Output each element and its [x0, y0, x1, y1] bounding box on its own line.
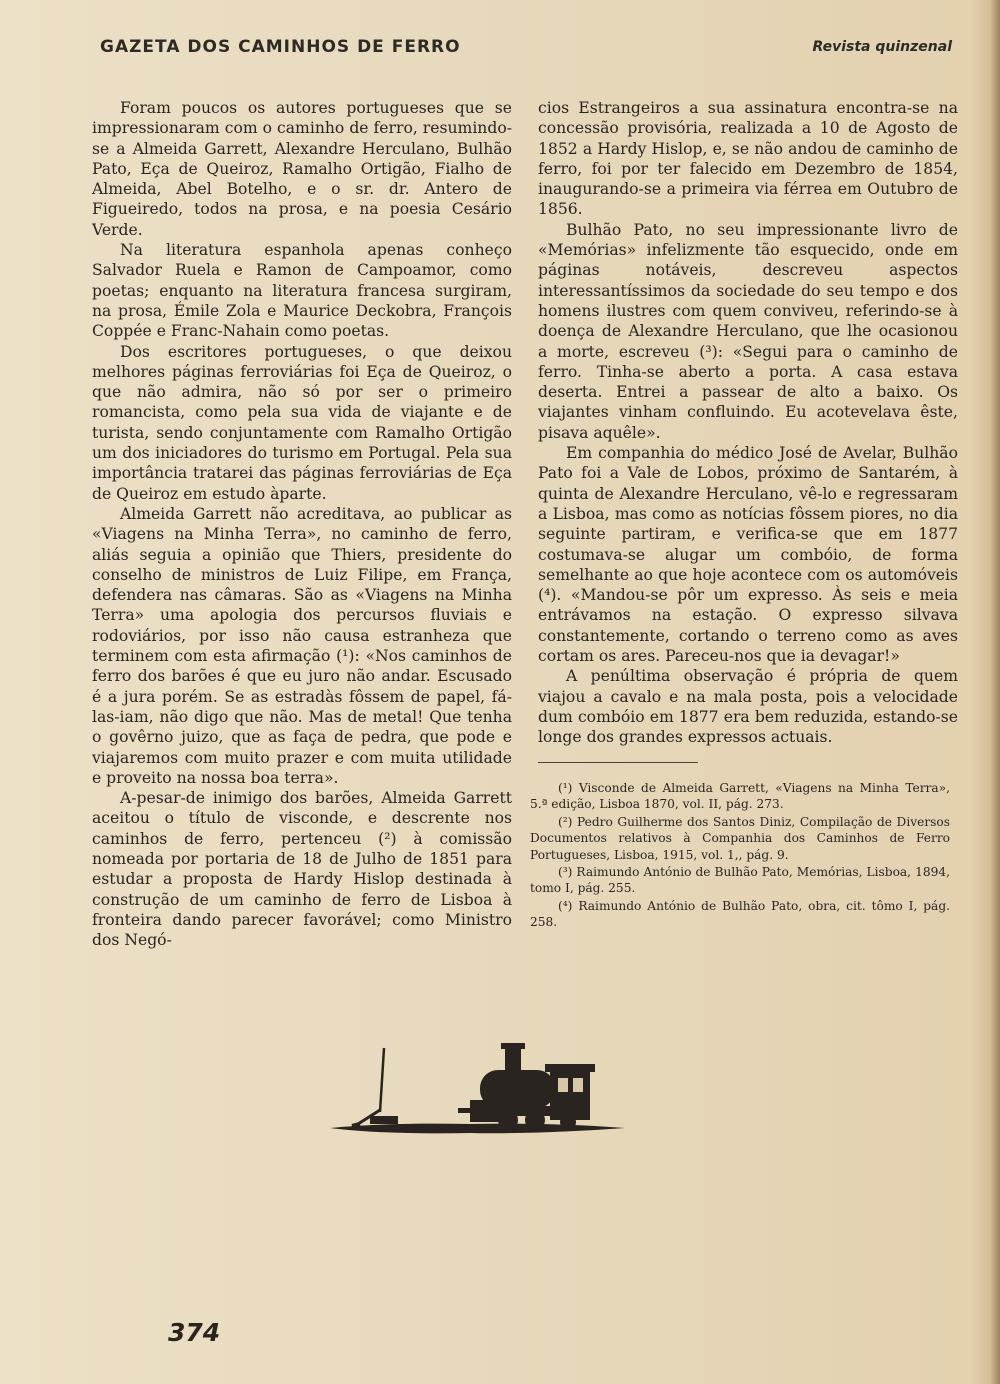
page-edge-shadow	[990, 0, 1000, 1384]
page-number: 374	[168, 1318, 221, 1347]
left-column	[92, 98, 512, 950]
paragraph: Em companhia do médico José de Avelar, Bulhão Pato foi a Vale de Lobos, próximo de Santarém, à quinta de Alexandre Herculano, vê-lo e regressaram a Lisboa, mas como as notícias fôssem piores, no dia seguinte partiram, e verifica-se que em 1877 costumava-se alugar um combóio, de forma semelhante ao que hoje acontece com os automóveis (⁴). «Mandou-se pôr um expresso. Às seis e meia entrávamos na estação. O expresso silvava constantemente, cortando o terreno como as aves cortam os ares. Pareceu-nos que ia devagar!»	[538, 444, 958, 666]
footnotes	[530, 780, 950, 932]
journal-subtitle: Revista quinzenal	[812, 39, 952, 55]
signal-lever-icon	[352, 1048, 398, 1126]
locomotive-illustration	[330, 1040, 630, 1140]
footnote-separator	[538, 762, 698, 763]
paragraph: A-pesar-de inimigo dos barões, Almeida Garrett aceitou o título de visconde, e descrente nos caminhos de ferro, pertenceu (²) à comissão nomeada por portaria de 18 de Julho de 1851 para estudar a proposta de Hardy Hislop destinada à construção de um caminho de ferro de Lisboa à fronteira dando parecer favorável; como Ministro dos Negó-	[92, 789, 512, 950]
paragraph-continued: cios Estrangeiros a sua assinatura encontra-se na concessão provisória, realizada a 10 de Agosto de 1852 a Hardy Hislop, e, se não andou de caminho de ferro, foi por ter falecido em Dezembro de 1854, inaugurando-se a primeira via férrea em Outubro de 1856.	[538, 99, 958, 219]
paragraph: Bulhão Pato, no seu impressionante livro de «Memórias» infelizmente tão esquecido, onde em páginas notáveis, descreveu aspectos interessantíssimos da sociedade do seu tempo e dos homens ilustres com quem conviveu, referindo-se à doença de Alexandre Herculano, que lhe ocasionou a morte, escreveu (³): «Segui para o caminho de ferro. Tinha-se aberto a porta. A casa estava deserta. Entrei a passear de alto a baixo. Os viajantes vinham confluindo. Eu acotevelava êste, pisava aquêle».	[538, 220, 958, 442]
paragraph: Foram poucos os autores portugueses que se impressionaram com o caminho de ferro, resumindo-se a Almeida Garrett, Alexandre Herculano, Bulhão Pato, Eça de Queiroz, Ramalho Ortigão, Fialho de Almeida, Abel Botelho, e o sr. dr. Antero de Figueiredo, todos na prosa, e na poesia Cesário Verde.	[92, 99, 512, 239]
paragraph: Almeida Garrett não acreditava, ao publicar as «Viagens na Minha Terra», no caminho de ferro, aliás seguia a opinião que Thiers, presidente do conselho de ministros de Luiz Filipe, em França, defendera nas câmaras. São as «Viagens na Minha Terra» uma apologia dos percursos fluviais e rodoviários, por isso não causa estranheza que terminem com esta afirmação (¹): «Nos caminhos de ferro dos barões é que eu juro não andar. Escusado é a jura porém. Se as estradàs fôssem de papel, fá-las-iam, não digo que não. Mas de metal! Que tenha o govêrno juizo, que as faça de pedra, que pode e viajaremos com muito prazer e com muita utilidade e proveito na nossa boa terra».	[92, 504, 512, 787]
footnote: (¹) Visconde de Almeida Garrett, «Viagens na Minha Terra», 5.ª edição, Lisboa 1870, vol. II, pág. 273.	[530, 781, 950, 812]
right-column	[538, 98, 958, 748]
locomotive-icon	[458, 1043, 595, 1130]
running-header	[100, 37, 952, 65]
paragraph: Na literatura espanhola apenas conheço Salvador Ruela e Ramon de Campoamor, como poetas; enquanto na literatura francesa surgiram, na prosa, Émile Zola e Maurice Deckobra, François Coppée e Franc-Nahain como poetas.	[92, 241, 512, 341]
footnote: (³) Raimundo António de Bulhão Pato, Memórias, Lisboa, 1894, tomo I, pág. 255.	[530, 865, 950, 896]
footnote: (²) Pedro Guilherme dos Santos Diniz, Compilação de Diversos Documentos relativos à Companhia dos Caminhos de Ferro Portugueses, Lisboa, 1915, vol. 1,, pág. 9.	[530, 814, 950, 862]
journal-title: GAZETA DOS CAMINHOS DE FERRO	[100, 37, 461, 57]
paragraph: A penúltima observação é própria de quem viajou a cavalo e na mala posta, pois a velocidade dum combóio em 1877 era bem reduzida, estando-se longe dos grandes expressos actuais.	[538, 667, 958, 747]
ground-shadow	[330, 1124, 625, 1134]
footnote: (⁴) Raimundo António de Bulhão Pato, obra, cit. tômo I, pág. 258.	[530, 898, 950, 930]
paragraph: Dos escritores portugueses, o que deixou melhores páginas ferroviárias foi Eça de Queiroz, o que não admira, não só por ser o primeiro romancista, como pela sua vida de viajante e de turista, sendo conjuntamente com Ramalho Ortigão um dos iniciadores do turismo em Portugal. Pela sua importância tratarei das páginas ferroviárias de Eça de Queiroz em estudo àparte.	[92, 342, 512, 503]
